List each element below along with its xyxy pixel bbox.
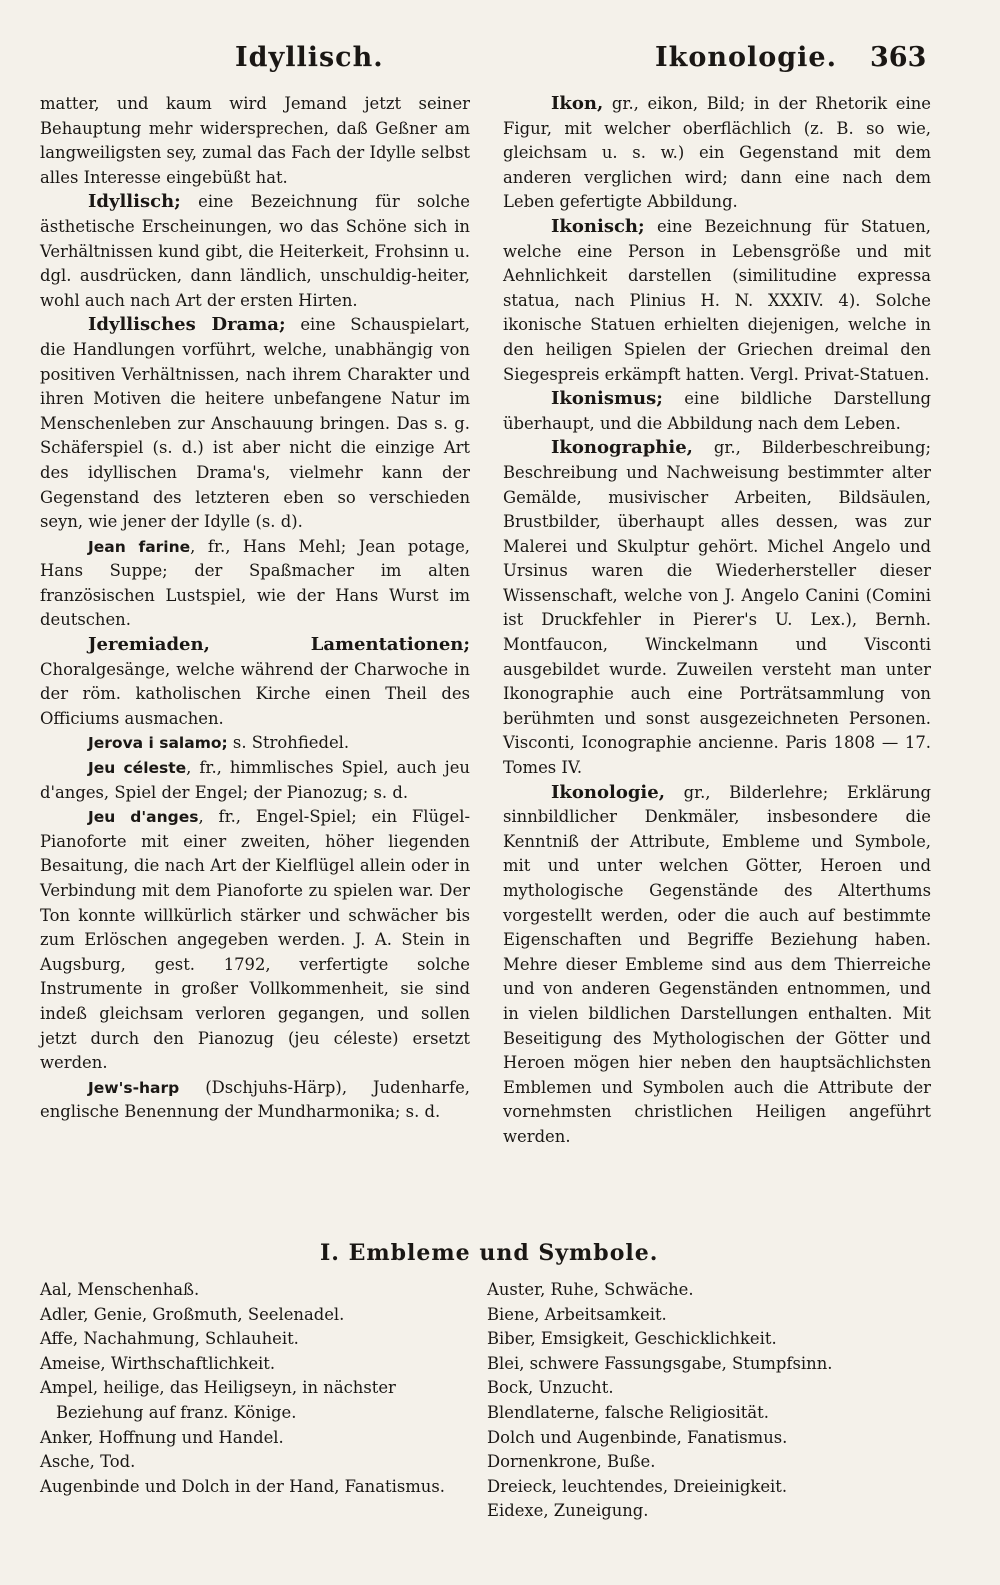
entry-headword: Ikonographie,	[551, 437, 693, 459]
page-number: 363	[870, 42, 927, 73]
symbol-entry: Asche, Tod.	[40, 1452, 136, 1472]
running-head-right: Ikonologie.	[655, 42, 837, 73]
symbol-entry: Ameise, Wirthschaftlichkeit.	[40, 1353, 276, 1373]
symbol-entry: Auster, Ruhe, Schwäche.	[487, 1280, 694, 1299]
dictionary-entry	[40, 190, 470, 313]
dictionary-entry	[40, 731, 470, 756]
running-head-left: Idyllisch.	[235, 42, 384, 73]
entry-text: , fr., Engel-Spiel; ein Flügel-Pianoforte mit einer zweiten, höher liegenden Besaitung, die nach Art der Kielflügel allein oder in Verbindung mit dem Pianoforte zu spielen war. Der Ton konnte willkürlich stärker und schwächer bis zum Erlöschen angegeben werden. J. A. Stein in Augsburg, gest. 1792, verfertigte solche Instrumente in großer Vollkommenheit, sie sind indeß gleichsam verloren gegangen, und sollen jetzt durch den Pianozug (jeu céleste) ersetzt werden.	[40, 807, 470, 1073]
dictionary-entry	[503, 92, 931, 215]
entry-headword: Jew's-harp	[88, 1078, 180, 1097]
dictionary-entry	[40, 756, 470, 805]
entry-headword: Ikonologie,	[551, 781, 665, 803]
entry-headword: Ikon,	[551, 93, 604, 114]
symbol-entry: Eidexe, Zuneigung.	[487, 1501, 649, 1521]
entry-headword: Idyllisches Drama;	[88, 314, 286, 336]
dictionary-entry	[503, 215, 931, 387]
entry-headword: Jean farine	[88, 537, 191, 556]
symbol-entry: Biber, Emsigkeit, Geschicklichkeit.	[487, 1329, 777, 1349]
entry-text: gr., Bilderlehre; Erklärung sinnbildlicher Denkmäler, insbesondere die Kenntniß der Attribute, Embleme und Symbole, mit und unter welchen Götter, Heroen und mythologische Gegenstände des Alterthums vorgestellt werden, oder die auch auf bestimmte Eigenschaften und Begriffe Beziehung haben. Mehre dieser Embleme sind aus dem Thierreiche und von anderen Gegenständen entnommen, und in vielen bildlichen Darstellungen enthalten. Mit Beseitigung des Mythologischen der Götter und Heroen mögen hier neben den hauptsächlichsten Emblemen und Symbolen auch die Attribute der vornehmsten christlichen Heiligen angeführt werden.	[503, 782, 931, 1146]
entry-headword: Ikonismus;	[551, 388, 663, 410]
entry-text: , fr., Hans Mehl; Jean potage, Hans Suppe; der Spaßmacher im alten französischen Lustspiel, wie der Hans Wurst im deutschen.	[40, 536, 470, 630]
symbol-entry: Adler, Genie, Großmuth, Seelenadel.	[40, 1304, 345, 1324]
entry-text: eine Bezeichnung für Statuen, welche eine Person in Lebensgröße und mit Aehnlichkeit darstellen (similitudine expressa statua, nach Plinius H. N. XXXIV. 4). Solche ikonische Statuen erhielten diejenigen, welche in den heiligen Spielen der Griechen dreimal den Siegespreis erkämpft hatten. Vergl. Privat-Statuen.	[503, 216, 931, 384]
dictionary-entry	[503, 387, 931, 436]
dictionary-entry	[40, 92, 470, 190]
entry-headword: Jeremiaden, Lamentationen;	[88, 634, 470, 656]
entry-text: eine Schauspielart, die Handlungen vorführt, welche, unabhängig von positiven Verhältnissen, nach ihrem Charakter und ihren Motiven die heitere unbefangene Natur im Menschenleben zur Anschauung bringen. Das s. g. Schäferspiel (s. d.) ist aber nicht die einzige Art des idyllischen Drama's, vielmehr kann der Gegenstand des letzteren eben so verschieden seyn, wie jener der Idylle (s. d).	[40, 315, 471, 532]
symbol-entry: Blei, schwere Fassungsgabe, Stumpfsinn.	[487, 1353, 833, 1373]
entry-headword: Jeu céleste	[88, 759, 187, 778]
symbol-entry: Anker, Hoffnung und Handel.	[40, 1427, 284, 1447]
entry-text: (Dschjuhs-Härp), Judenharfe, englische Benennung der Mundharmonika; s. d.	[40, 1077, 470, 1122]
entry-headword: Jerova i salamo;	[88, 734, 228, 753]
entry-headword: Idyllisch;	[88, 191, 181, 213]
entry-text: matter, und kaum wird Jemand jetzt seiner Behauptung mehr widersprechen, daß Geßner am langweiligsten sey, zumal das Fach der Idylle selbst alles Interesse eingebüßt hat.	[40, 94, 470, 187]
symbol-entry: Biene, Arbeitsamkeit.	[487, 1304, 667, 1324]
symbol-entry: Ampel, heilige, das Heiligseyn, in nächster Beziehung auf franz. Könige.	[40, 1378, 396, 1422]
entry-text: s. Strohfiedel.	[227, 733, 350, 753]
entry-text: gr., Bilderbeschreibung; Beschreibung und Nachweisung bestimmter alter Gemälde, musivischer Arbeiten, Bildsäulen, Brustbilder, überhaupt alles dessen, was zur Malerei und Skulptur gehört. Michel Angelo und Ursinus waren die Wiederhersteller dieser Wissenschaft, welche von J. Angelo Canini (Comini ist Druckfehler in Pierer's U. Lex.), Bernh. Montfaucon, Winckelmann und Visconti ausgebildet wurde. Zuweilen versteht man unter Ikonographie auch eine Porträtsammlung von berühmten und sonst ausgezeichneten Personen. Visconti, Iconographie ancienne. Paris 1808 — 17. Tomes IV.	[503, 438, 931, 778]
entry-text: gr., eikon, Bild; in der Rhetorik eine Figur, mit welcher oberflächlich (z. B. so wie, gleichsam u. s. w.) ein Gegenstand mit dem anderen verglichen wird; dann eine nach dem Leben gefertigte Abbildung.	[503, 94, 931, 212]
dictionary-entry	[503, 781, 931, 1150]
symbol-entry: Blendlaterne, falsche Religiosität.	[487, 1402, 769, 1422]
dictionary-entry	[503, 436, 931, 780]
dictionary-entry	[40, 1076, 470, 1125]
entry-text: Choralgesänge, welche während der Charwoche in der röm. katholischen Kirche einen Theil des Officiums ausmachen.	[40, 659, 470, 728]
symbol-entry: Dreieck, leuchtendes, Dreieinigkeit.	[487, 1476, 788, 1496]
symbol-entry: Bock, Unzucht.	[487, 1378, 614, 1398]
symbol-entry: Augenbinde und Dolch in der Hand, Fanatismus.	[40, 1476, 445, 1496]
entry-text: , fr., himmlisches Spiel, auch jeu d'anges, Spiel der Engel; der Pianozug; s. d.	[40, 758, 470, 802]
dictionary-entry	[40, 535, 470, 633]
entry-headword: Ikonisch;	[551, 215, 645, 237]
entry-text: eine Bezeichnung für solche ästhetische Erscheinungen, wo das Schöne sich in Verhältnissen kund gibt, die Heiterkeit, Frohsinn u. dgl. ausdrücken, dann ländlich, unschuldig-heiter, wohl auch nach Art der ersten Hirten.	[40, 192, 470, 310]
symbol-entry: Affe, Nachahmung, Schlauheit.	[40, 1329, 299, 1349]
symbols-right-list	[487, 1278, 927, 1524]
symbol-entry: Dornenkrone, Buße.	[487, 1452, 656, 1472]
right-column	[503, 92, 931, 1150]
symbols-left-list	[40, 1278, 460, 1499]
section-title: I. Embleme und Symbole.	[320, 1240, 659, 1266]
dictionary-entry	[40, 805, 470, 1076]
dictionary-entry	[40, 313, 470, 534]
symbol-entry: Dolch und Augenbinde, Fanatismus.	[487, 1427, 788, 1447]
left-column	[40, 92, 470, 1125]
entry-text: eine bildliche Darstellung überhaupt, und die Abbildung nach dem Leben.	[503, 389, 931, 433]
symbol-entry: Aal, Menschenhaß.	[40, 1280, 200, 1299]
entry-headword: Jeu d'anges	[88, 808, 199, 827]
dictionary-entry	[40, 633, 470, 731]
